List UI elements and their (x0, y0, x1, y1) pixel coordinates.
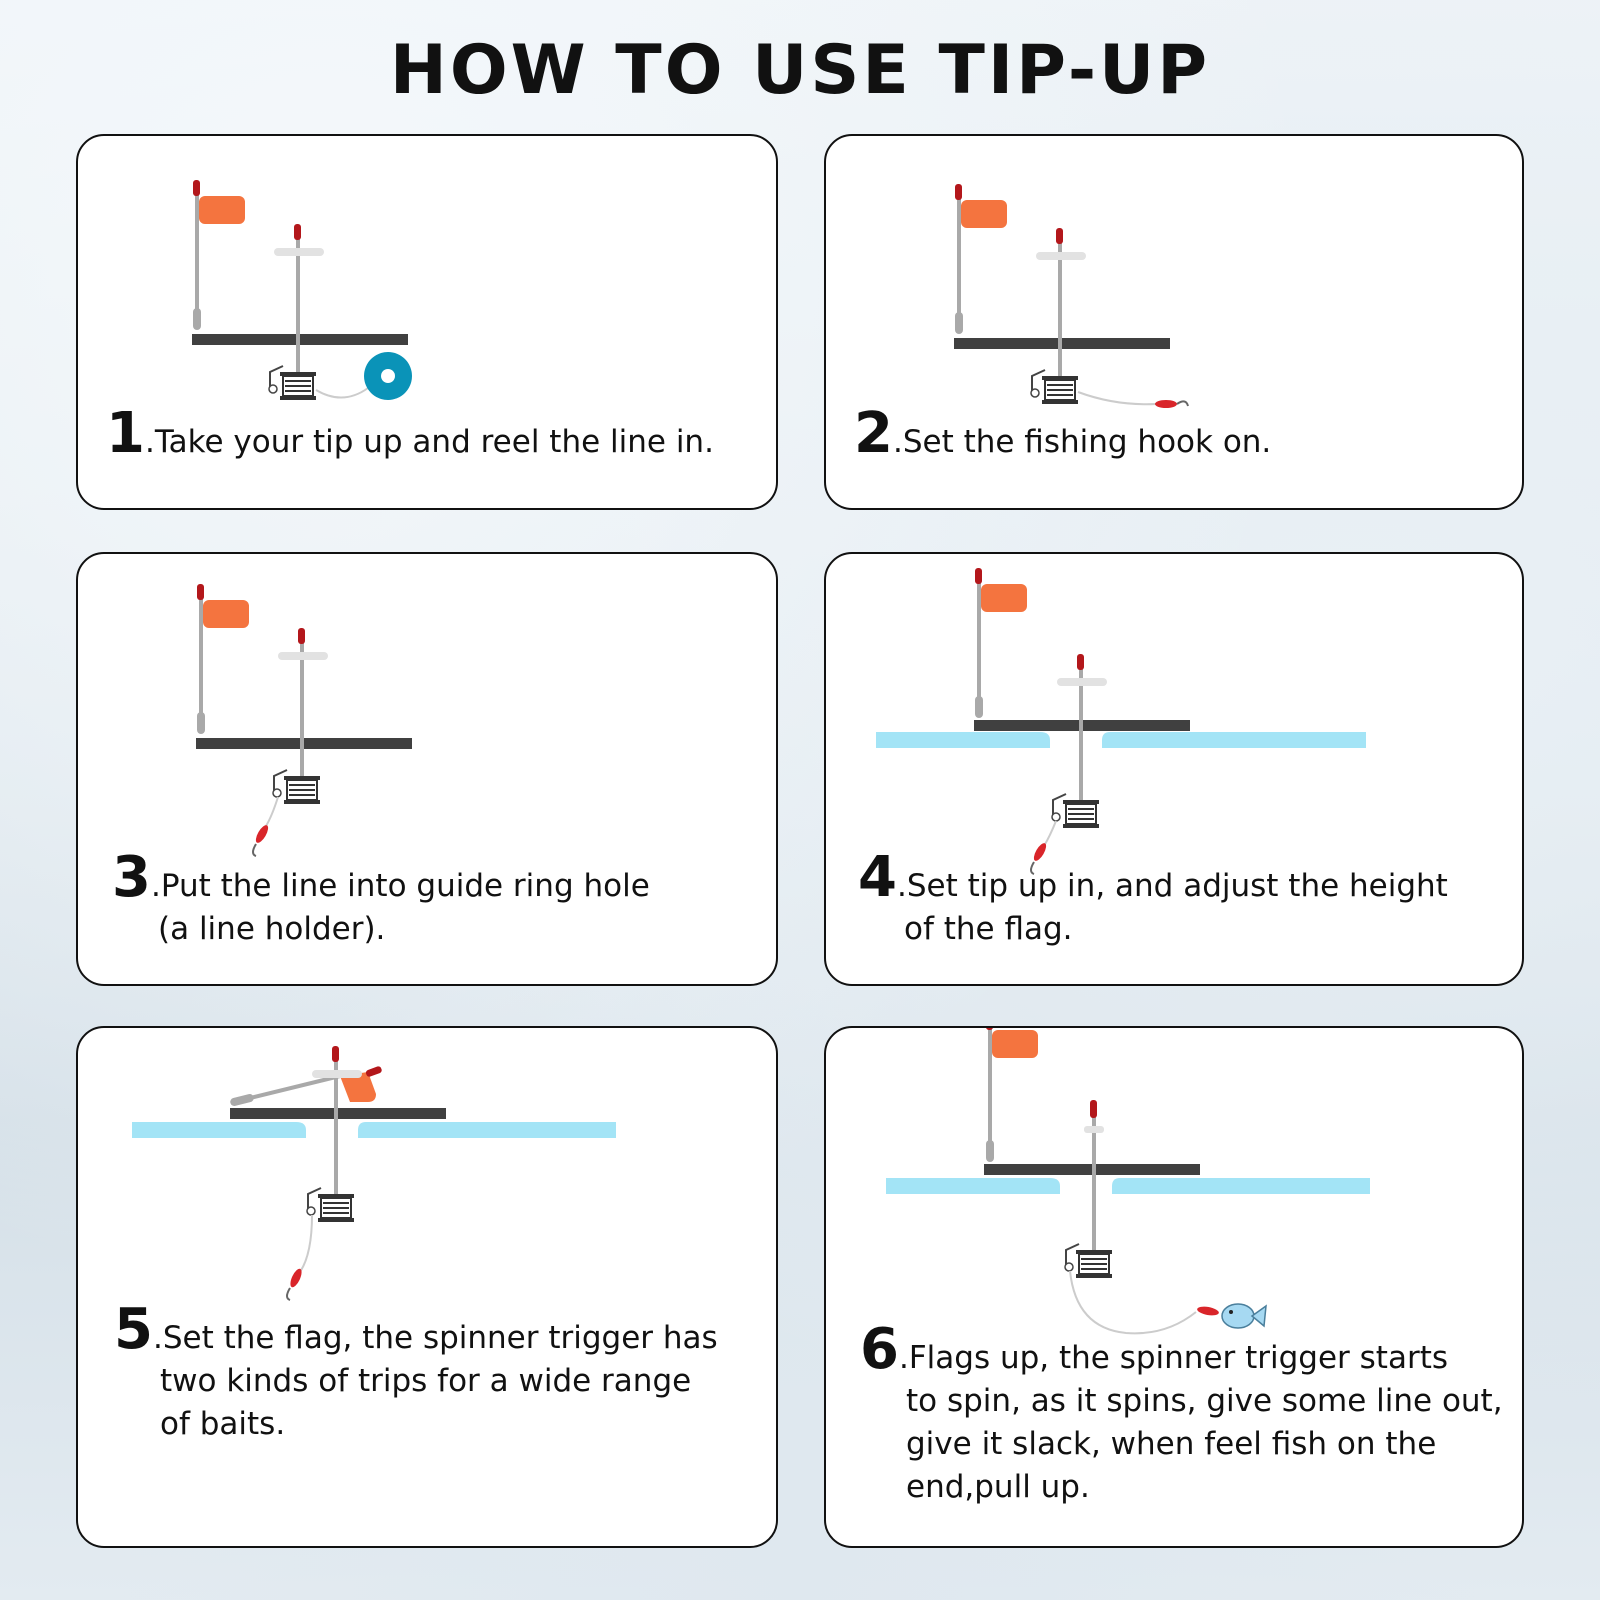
step-3-caption (112, 845, 772, 951)
spindle-icon (1036, 228, 1086, 380)
fishing-hook-icon (1155, 400, 1188, 408)
step-text: .Put the line into guide ring hole (150, 868, 650, 904)
ice-surface-icon (876, 732, 1366, 748)
fish-icon (1222, 1304, 1266, 1328)
step-text: two kinds of trips for a wide range (160, 1363, 692, 1399)
step-text: (a line holder). (158, 911, 386, 947)
step-4-caption (858, 845, 1518, 951)
flag-pole-icon (193, 180, 245, 330)
step-text: .Set tip up in, and adjust the height (896, 868, 1448, 904)
step-1-card (76, 134, 778, 510)
step-text: of baits. (160, 1406, 286, 1442)
page-title: HOW TO USE TIP-UP (389, 31, 1211, 110)
step-number: 1 (106, 401, 145, 466)
step-5-card (76, 1026, 778, 1548)
reel-spool-icon (1031, 370, 1078, 404)
flag-icon (992, 1030, 1038, 1058)
reel-spool-icon (269, 366, 316, 400)
step-6-caption (860, 1317, 1520, 1509)
line-spool-icon (364, 352, 412, 400)
step-5-illustration (78, 1028, 778, 1548)
step-text: of the flag. (904, 911, 1073, 947)
reel-spool-icon (307, 1188, 354, 1222)
spindle-icon (274, 224, 324, 376)
fishing-hook-icon (1196, 1305, 1219, 1317)
step-number: 4 (858, 845, 897, 910)
flag-pole-icon (955, 184, 1007, 334)
spindle-icon (278, 628, 328, 780)
step-number: 2 (854, 401, 893, 466)
flag-icon (203, 600, 249, 628)
step-number: 3 (112, 845, 151, 910)
flag-pole-icon (975, 568, 1027, 718)
step-3-card (76, 552, 778, 986)
fishing-hook-icon (287, 1267, 304, 1300)
step-text: to spin, as it spins, give some line out, (906, 1383, 1503, 1419)
step-number: 6 (860, 1317, 899, 1382)
ice-surface-icon (132, 1122, 616, 1138)
spindle-icon (1084, 1100, 1104, 1254)
reel-spool-icon (1052, 794, 1099, 828)
flag-pole-icon (197, 584, 249, 734)
step-text: .Set the fishing hook on. (892, 424, 1272, 460)
step-text: .Take your tip up and reel the line in. (144, 424, 714, 460)
ice-surface-icon (886, 1178, 1370, 1194)
reel-spool-icon (1065, 1244, 1112, 1278)
step-4-card (824, 552, 1524, 986)
step-text: give it slack, when feel fish on the (906, 1426, 1437, 1462)
flag-icon (981, 584, 1027, 612)
spindle-icon (312, 1046, 362, 1198)
step-1-caption (106, 401, 766, 466)
step-2-caption (854, 401, 1514, 466)
step-2-card (824, 134, 1524, 510)
step-text: end,pull up. (906, 1469, 1090, 1505)
step-text: .Flags up, the spinner trigger starts (898, 1340, 1449, 1376)
step-5-caption (114, 1297, 774, 1446)
fishing-hook-icon (253, 823, 270, 856)
step-number: 5 (114, 1297, 153, 1362)
reel-spool-icon (273, 770, 320, 804)
step-text: .Set the flag, the spinner trigger has (152, 1320, 718, 1356)
flag-pole-icon (986, 1028, 1038, 1162)
flag-icon (961, 200, 1007, 228)
step-6-card (824, 1026, 1524, 1548)
flag-icon (199, 196, 245, 224)
